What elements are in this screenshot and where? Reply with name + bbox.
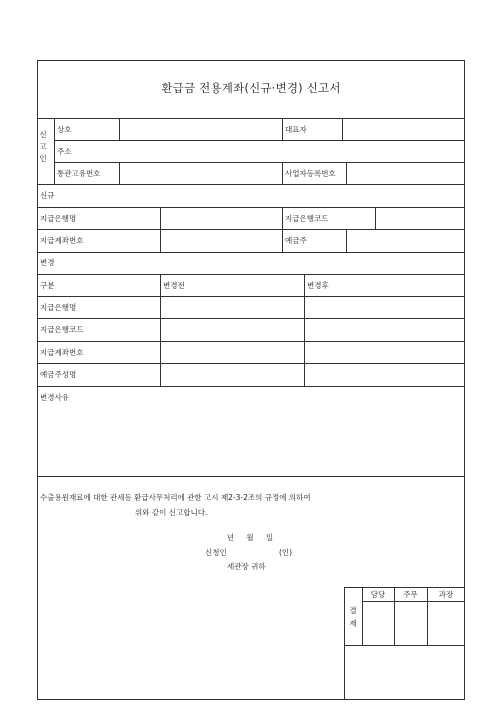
rule (37, 184, 465, 185)
new-section-heading: 신규 (40, 191, 55, 200)
reporter-side-label: 신 고 인 (39, 130, 47, 163)
rule (344, 645, 465, 646)
rule (37, 207, 465, 208)
representative-label: 대표자 (285, 125, 307, 134)
rule (37, 118, 465, 119)
change-row-depositor: 예금주성명 (40, 370, 77, 379)
change-row-bank-name: 지급은행명 (40, 303, 77, 312)
rule (37, 363, 465, 364)
rule (344, 587, 345, 700)
rule (37, 296, 465, 297)
change-reason-label: 변경사유 (40, 393, 69, 402)
rule (342, 118, 343, 140)
new-bank-code-label: 지급은행코드 (285, 214, 329, 223)
rule (282, 207, 283, 252)
rule (54, 140, 465, 141)
rule (375, 207, 376, 229)
approval-col-manager: 과장 (438, 590, 454, 599)
change-col-after: 변경후 (307, 281, 329, 290)
approval-col-chief: 주무 (403, 590, 418, 599)
rule (160, 207, 161, 252)
new-account-no-label: 지급계좌번호 (40, 236, 84, 245)
new-bank-name-label: 지급은행명 (40, 214, 77, 223)
change-col-category: 구분 (40, 281, 55, 290)
rule (282, 162, 283, 184)
declaration-text-line1: 수출용원재료에 대한 관세등 환급사무처리에 관한 고시 제2-3-2조의 규정에 의하여 (40, 493, 311, 502)
rule (37, 252, 465, 253)
rule (119, 162, 120, 184)
form-frame (37, 60, 465, 700)
declaration-text-line2: 위와 같이 신고합니다. (135, 508, 208, 517)
approval-side-label: 결 재 (349, 606, 357, 628)
rule (54, 118, 55, 184)
rule (304, 274, 305, 386)
change-col-before: 변경전 (163, 281, 185, 290)
declaration-date: 년 월 일 (226, 533, 274, 542)
business-reg-label: 사업자등록번호 (285, 169, 336, 178)
rule (37, 274, 465, 275)
rule (37, 229, 465, 230)
applicant-label: 신청인 (205, 548, 227, 557)
rule (37, 341, 465, 342)
company-name-label: 상호 (57, 125, 72, 134)
change-section-heading: 변경 (40, 258, 55, 267)
rule (54, 162, 465, 163)
rule (37, 318, 465, 319)
address-label: 주소 (57, 147, 72, 156)
new-depositor-label: 예금주 (285, 236, 307, 245)
change-row-account-no: 지급계좌번호 (40, 348, 84, 357)
customs-id-label: 통관고유번호 (57, 169, 101, 178)
rule (346, 162, 347, 184)
seal-mark: (인) (279, 548, 293, 557)
addressee: 세관장 귀하 (227, 562, 266, 571)
approval-col-staff: 담당 (370, 590, 386, 599)
form-title: 환급금 전용계좌(신규·변경) 신고서 (161, 81, 341, 95)
rule (346, 229, 347, 252)
rule (119, 118, 120, 140)
rule (160, 274, 161, 386)
change-row-bank-code: 지급은행코드 (40, 325, 84, 334)
rule (37, 386, 465, 387)
rule (37, 476, 465, 477)
rule (362, 601, 465, 602)
rule (282, 118, 283, 140)
